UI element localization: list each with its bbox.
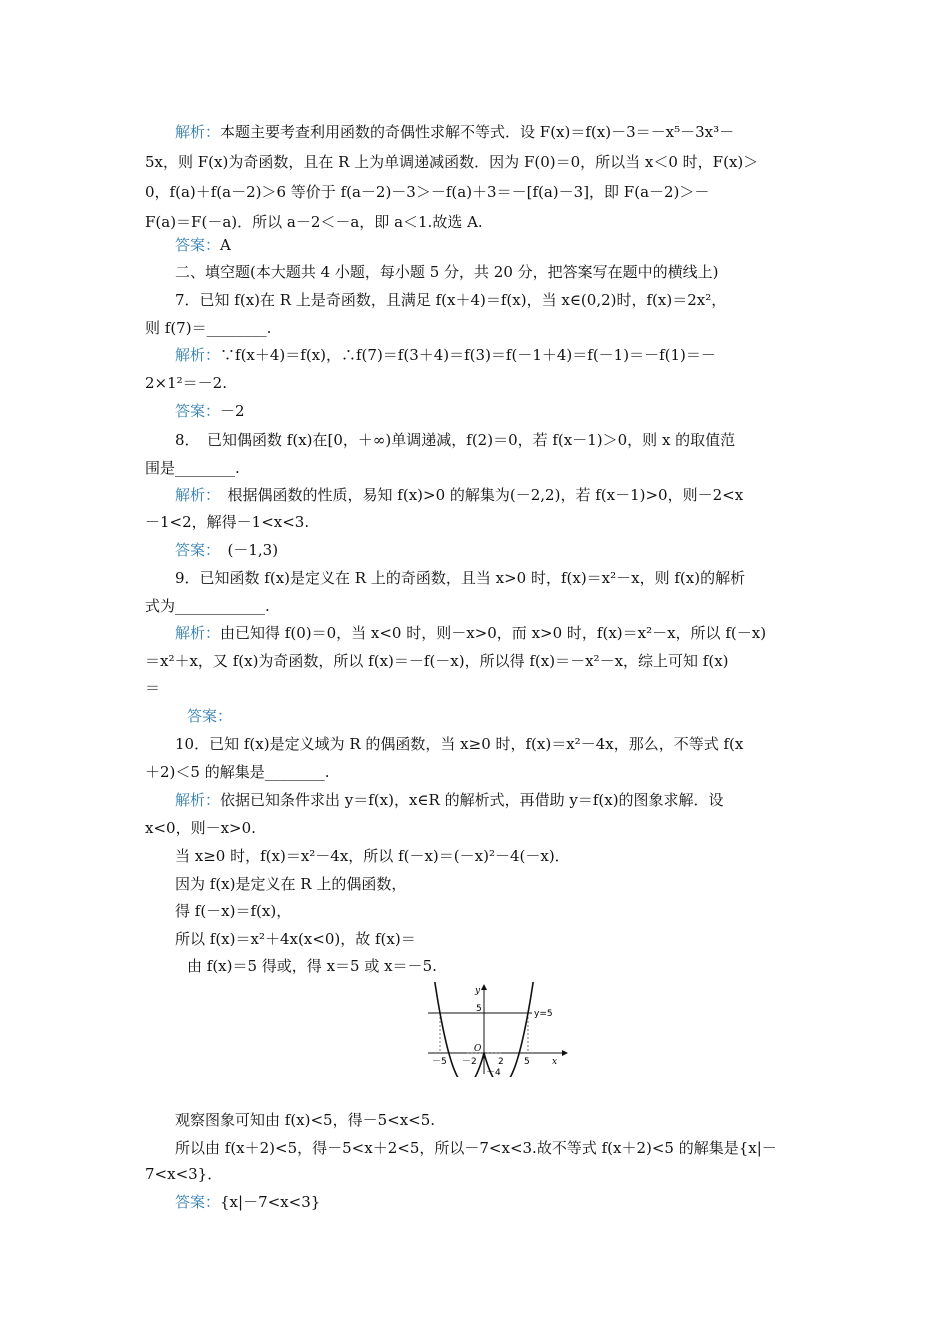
tick-label-x-neg5: －5 <box>432 1057 447 1067</box>
analysis-label: 解析： <box>175 486 213 504</box>
line: 答案：{x|－7<x<3} <box>175 1193 321 1211</box>
line: 围是________. <box>145 459 240 477</box>
tick-label-y5: 5 <box>476 1004 482 1014</box>
line: 观察图象可知由 f(x)<5，得－5<x<5. <box>175 1111 436 1129</box>
line: 7．已知 f(x)在 R 上是奇函数，且满足 f(x＋4)＝f(x)，当 x∈(0,2)时，f(x)＝2x²， <box>175 291 727 309</box>
line: 所以由 f(x＋2)<5，得－5<x＋2<5，所以－7<x<3.故不等式 f(x＋2)<5 的解集是{x|－ <box>175 1139 777 1157</box>
answer-label: 答案： <box>187 707 233 725</box>
analysis-label: 解析： <box>175 346 221 364</box>
line: 式为____________. <box>145 597 270 615</box>
line: 9．已知函数 f(x)是定义在 R 上的奇函数，且当 x>0 时，f(x)＝x²－x，则 f(x)的解析 <box>175 569 746 587</box>
line: 解析：∵f(x＋4)＝f(x)，∴f(7)＝f(3＋4)＝f(3)＝f(－1＋4)＝f(－1)＝－f(1)＝－ <box>175 346 716 364</box>
answer-label: 答案： <box>175 236 221 254</box>
tick-label-y-neg4: －4 <box>486 1068 501 1077</box>
line: 答案：A <box>175 236 231 254</box>
line-label: y=5 <box>534 1009 553 1019</box>
line: 答案： (－1,3) <box>175 541 279 559</box>
line: 7<x<3}． <box>145 1165 223 1183</box>
axis-label-y: y <box>475 986 481 996</box>
line: 解析：由已知得 f(0)＝0，当 x<0 时，则－x>0，而 x>0 时，f(x)＝x²－x，所以 f(－x) <box>175 624 767 642</box>
answer-label: 答案： <box>175 1193 221 1211</box>
tick-label-x-neg2: －2 <box>462 1057 477 1067</box>
line: 由 f(x)＝5 得或，得 x＝5 或 x＝－5. <box>187 957 437 975</box>
line: 解析：本题主要考查利用函数的奇偶性求解不等式．设 F(x)＝f(x)－3＝－x⁵－3x³－ <box>175 123 735 141</box>
line: 答案：－2 <box>175 402 245 420</box>
line: 所以 f(x)＝x²＋4x(x<0)，故 f(x)＝ <box>175 930 416 948</box>
answer-label: 答案： <box>175 402 221 420</box>
line: 2×1²＝－2. <box>145 374 227 392</box>
line: 则 f(7)＝________. <box>145 319 272 337</box>
line: ＝x²＋x，又 f(x)为奇函数，所以 f(x)＝－f(－x)，所以得 f(x)＝－x²－x，综上可知 f(x) <box>145 652 729 670</box>
analysis-label: 解析： <box>175 791 221 809</box>
line: 当 x≥0 时，f(x)＝x²－4x，所以 f(－x)＝(－x)²－4(－x)． <box>175 847 570 865</box>
line: 因为 f(x)是定义在 R 上的偶函数， <box>175 875 407 893</box>
line: 0，f(a)＋f(a－2)＞6 等价于 f(a－2)－3＞－f(a)＋3＝－[f(a)－3]，即 F(a－2)＞－ <box>145 183 710 201</box>
origin-label: O <box>474 1044 482 1054</box>
tick-label-x-5: 5 <box>524 1057 530 1067</box>
line: －1<2，解得－1<x<3. <box>145 513 310 531</box>
line: 得 f(－x)＝f(x)， <box>175 902 292 920</box>
function-graph <box>420 982 570 1077</box>
x-axis-arrow <box>562 1050 568 1056</box>
line <box>187 706 232 726</box>
line: F(a)＝F(－a)．所以 a－2＜－a，即 a＜1.故选 A. <box>145 213 483 231</box>
analysis-label: 解析： <box>175 624 221 642</box>
line: 二、填空题(本大题共 4 小题，每小题 5 分，共 20 分，把答案写在题中的横线上) <box>175 263 719 281</box>
line: 解析： 根据偶函数的性质，易知 f(x)>0 的解集为(－2,2)，若 f(x－1)>0，则－2<x <box>175 486 744 504</box>
tick-label-x-2: 2 <box>498 1057 504 1067</box>
line: 8． 已知偶函数 f(x)在[0，＋∞)单调递减，f(2)＝0，若 f(x－1)＞0，则 x 的取值范 <box>175 431 736 449</box>
line: x<0，则－x>0. <box>145 819 256 837</box>
answer-label: 答案： <box>175 541 213 559</box>
line: ＝ <box>145 679 161 697</box>
line: 解析：依据已知条件求出 y＝f(x)，x∈R 的解析式，再借助 y＝f(x)的图象求解．设 <box>175 791 724 809</box>
line: 10．已知 f(x)是定义域为 R 的偶函数，当 x≥0 时，f(x)＝x²－4x，那么，不等式 f(x <box>175 735 744 753</box>
y-axis-arrow <box>481 984 487 990</box>
line: 5x，则 F(x)为奇函数，且在 R 上为单调递减函数．因为 F(0)＝0，所以当 x＜0 时，F(x)＞ <box>145 153 759 171</box>
axis-label-x: x <box>552 1057 558 1067</box>
line: ＋2)＜5 的解集是________. <box>145 763 330 781</box>
analysis-label: 解析： <box>175 123 221 141</box>
